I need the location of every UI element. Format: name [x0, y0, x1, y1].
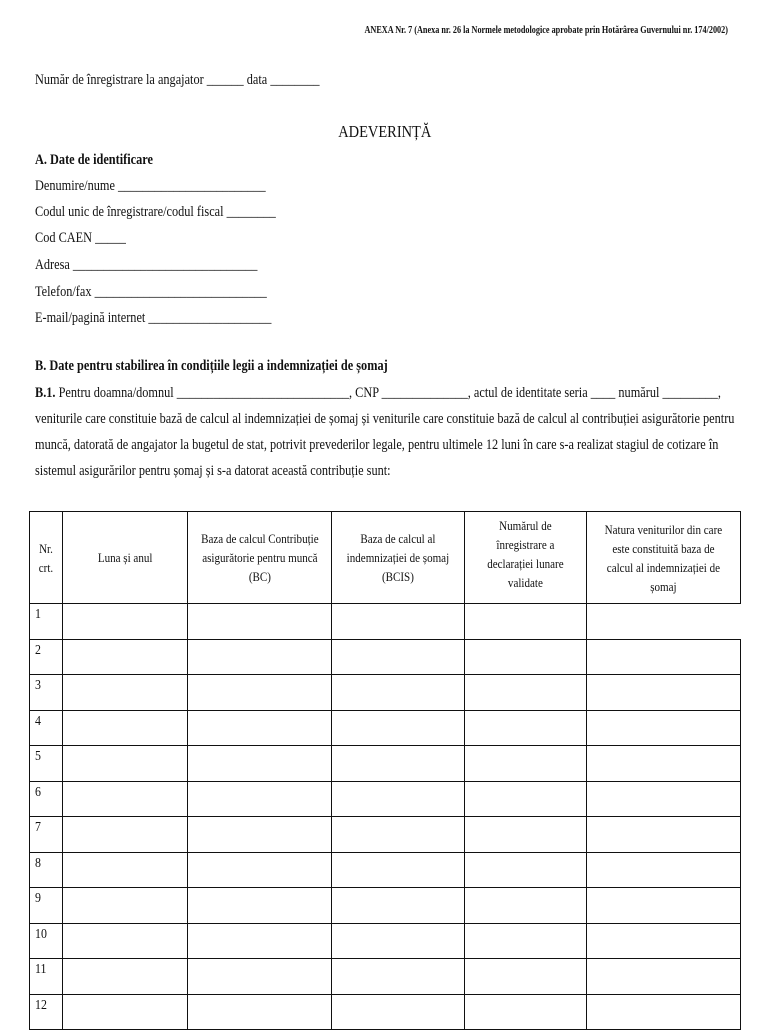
table-cell[interactable] [187, 994, 332, 1030]
table-cell[interactable] [587, 710, 741, 746]
row-number-cell [30, 923, 63, 959]
table-cell[interactable] [587, 675, 741, 711]
table-row [30, 604, 741, 640]
table-cell[interactable] [62, 888, 187, 924]
row-number: 8 [35, 855, 41, 871]
table-row [30, 923, 741, 959]
registration-line: Număr de înregistrare la angajator ______ data ________ [35, 72, 320, 88]
table-cell[interactable] [332, 959, 465, 995]
table-cell[interactable] [465, 923, 587, 959]
table-cell[interactable] [465, 675, 587, 711]
table-cell[interactable] [187, 959, 332, 995]
table-cell[interactable] [587, 888, 741, 924]
row-number: 4 [35, 713, 41, 729]
table-cell[interactable] [587, 852, 741, 888]
field-adresa: Adresa ______________________________ [35, 257, 258, 273]
section-b1-paragraph [35, 380, 740, 484]
field-caen: Cod CAEN _____ [35, 230, 126, 246]
table-cell[interactable] [187, 923, 332, 959]
row-number: 2 [35, 642, 41, 658]
table-cell[interactable] [587, 994, 741, 1030]
row-number-cell [30, 675, 63, 711]
document-title: ADEVERINȚĂ [338, 122, 432, 141]
table-cell[interactable] [465, 604, 587, 640]
table-header-row [30, 512, 741, 604]
header-nr-inregistrare: Numărul de înregistrare a declarației lunare validate [465, 512, 587, 604]
table-cell[interactable] [587, 639, 741, 675]
header-bc: Baza de calcul Contribuție asigurătorie pentru muncă (BC) [187, 512, 332, 604]
row-number: 7 [35, 820, 41, 835]
table-cell[interactable] [465, 994, 587, 1030]
table-cell[interactable] [62, 604, 187, 640]
table-cell[interactable] [465, 888, 587, 924]
table-cell[interactable] [332, 675, 465, 711]
row-number: 11 [35, 962, 47, 977]
table-cell[interactable] [187, 817, 332, 853]
table-cell[interactable] [332, 639, 465, 675]
table-cell[interactable] [187, 604, 332, 640]
table-cell[interactable] [465, 959, 587, 995]
row-number-cell [30, 959, 63, 995]
annex-reference: ANEXA Nr. 7 (Anexa nr. 26 la Normele metodologice aprobate prin Hotărârea Guvernului nr. 174/2002) [364, 25, 728, 36]
row-number-cell [30, 852, 63, 888]
table-cell[interactable] [62, 817, 187, 853]
table-cell[interactable] [187, 639, 332, 675]
income-table [29, 511, 741, 1030]
table-cell[interactable] [332, 817, 465, 853]
field-telefon: Telefon/fax ____________________________ [35, 284, 267, 300]
section-b-heading: B. Date pentru stabilirea în condițiile legii a indemnizației de șomaj [35, 358, 388, 374]
row-number: 6 [35, 784, 41, 800]
field-cui: Codul unic de înregistrare/codul fiscal ________ [35, 204, 276, 220]
b1-label: B.1. [35, 385, 56, 401]
row-number-cell [30, 817, 63, 853]
table-cell[interactable] [465, 781, 587, 817]
header-nr: Nr. crt. [30, 512, 63, 604]
table-cell[interactable] [465, 710, 587, 746]
row-number: 3 [35, 678, 41, 693]
table-cell[interactable] [465, 817, 587, 853]
field-email: E-mail/pagină internet ____________________ [35, 310, 272, 326]
table-row [30, 959, 741, 995]
table-cell[interactable] [332, 994, 465, 1030]
table-cell[interactable] [62, 852, 187, 888]
table-row [30, 817, 741, 853]
row-number: 9 [35, 891, 41, 906]
table-cell[interactable] [187, 746, 332, 782]
table-cell[interactable] [187, 852, 332, 888]
table-cell[interactable] [62, 675, 187, 711]
table-row [30, 746, 741, 782]
table-cell[interactable] [62, 959, 187, 995]
row-number-cell [30, 994, 63, 1030]
table-cell[interactable] [187, 675, 332, 711]
table-cell[interactable] [187, 710, 332, 746]
b1-text: Pentru doamna/domnul ____________________________, CNP ______________, actul de identitate seria ____ numărul _________, veniturile care constituie bază de calcul al indemnizației de șomaj și veniturile care constituie bază de calcul al contribuției asigurătorie pentru muncă, datorată de angajator la bugetul de stat, potrivit prevederilor legale, pentru ultimele 12 luni în care s-a realizat stagiul de cotizare în sistemul asigurărilor pentru șomaj și s-a datorat această contribuție sunt: [35, 385, 735, 479]
table-row [30, 639, 741, 675]
table-cell[interactable] [62, 923, 187, 959]
row-number: 5 [35, 749, 41, 764]
table-row [30, 888, 741, 924]
table-row [30, 852, 741, 888]
row-number-cell [30, 710, 63, 746]
row-number: 10 [35, 926, 47, 942]
table-cell[interactable] [465, 639, 587, 675]
table-cell[interactable] [62, 746, 187, 782]
table-row [30, 781, 741, 817]
table-cell[interactable] [587, 781, 741, 817]
table-cell[interactable] [587, 923, 741, 959]
header-luna: Luna și anul [62, 512, 187, 604]
header-bcis: Baza de calcul al indemnizației de șomaj (BCIS) [332, 512, 465, 604]
table-cell[interactable] [465, 852, 587, 888]
table-row [30, 675, 741, 711]
row-number-cell [30, 888, 63, 924]
row-number-cell [30, 781, 63, 817]
table-cell[interactable] [587, 959, 741, 995]
table-cell[interactable] [465, 746, 587, 782]
table-cell[interactable] [187, 888, 332, 924]
table-cell[interactable] [332, 710, 465, 746]
table-row [30, 994, 741, 1030]
table-cell[interactable] [587, 746, 741, 782]
table-cell[interactable] [187, 781, 332, 817]
table-cell[interactable] [332, 923, 465, 959]
table-cell[interactable] [62, 781, 187, 817]
table-cell[interactable] [587, 817, 741, 853]
table-cell[interactable] [332, 852, 465, 888]
table-cell[interactable] [62, 710, 187, 746]
table-cell[interactable] [332, 781, 465, 817]
table-cell[interactable] [332, 604, 465, 640]
table-cell[interactable] [62, 994, 187, 1030]
row-number: 1 [35, 607, 41, 622]
table-cell[interactable] [332, 888, 465, 924]
header-natura: Natura veniturilor din care este constituită baza de calcul al indemnizației de șomaj [587, 512, 741, 604]
table-cell[interactable] [332, 746, 465, 782]
row-number-cell [30, 639, 63, 675]
section-a-heading: A. Date de identificare [35, 152, 153, 168]
table-cell[interactable] [62, 639, 187, 675]
row-number-cell [30, 746, 63, 782]
row-number-cell [30, 604, 63, 640]
row-number: 12 [35, 997, 47, 1013]
table-row [30, 710, 741, 746]
field-denumire: Denumire/nume ________________________ [35, 178, 266, 194]
